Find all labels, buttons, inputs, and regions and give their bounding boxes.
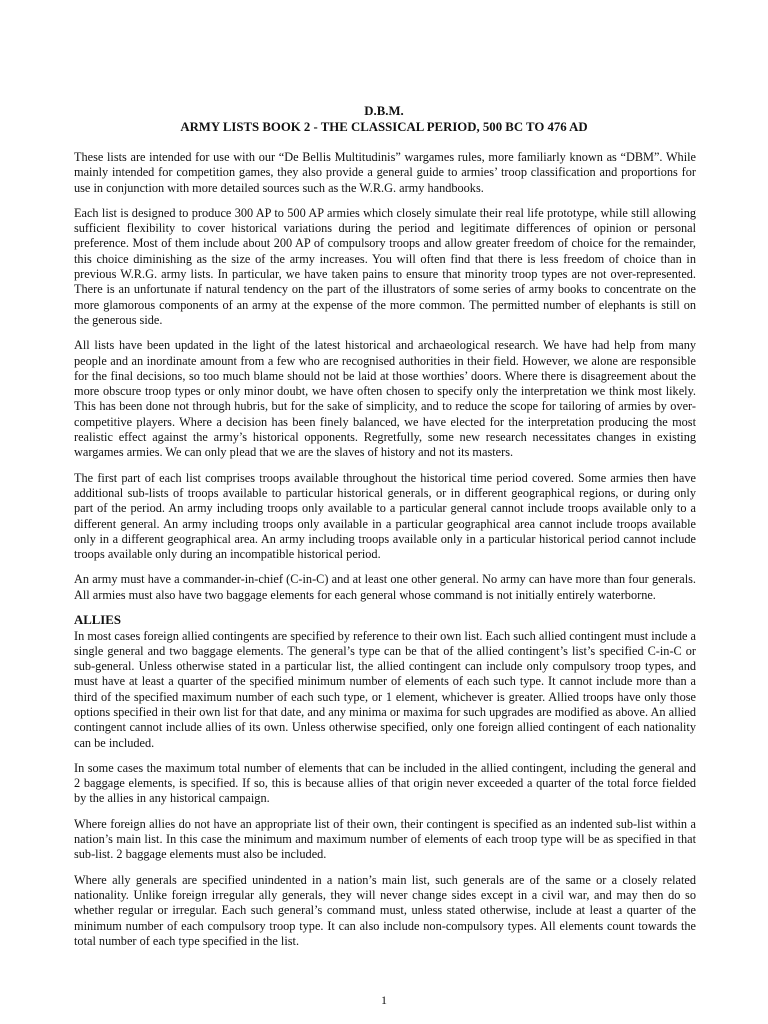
- page-number: 1: [381, 993, 387, 1007]
- title-block: [0, 103, 768, 135]
- allies-paragraph: Where foreign allies do not have an appropriate list of their own, their contingent is specified as an indented sub-list within a nation’s main list. In this case the minimum and maximum number of elements of each troop type will be as specified in that sub-list. 2 baggage elements must also be included.: [74, 816, 696, 862]
- research-paragraph: All lists have been updated in the light of the latest historical and archaeological research. We have had help from many people and an inordinate amount from a few who are recognised authorities in their field. However, we alone are responsible for the final decisions, so too much blame should not be laid at those worthies’ doors. Where there is disagreement about the more obscure troop types or only minor doubt, we have often chosen to specify only the interpretation we think most likely. This has been done not through hubris, but for the sake of simplicity, and to reduce the scope for tailoring of armies by over-competitive players. Where a decision has been finely balanced, we have elected for the interpretation producing the most realistic effect against the army’s historical opponents. Regretfully, some new research necessitates changes in existing wargames armies. We can only plead that we are the slaves of history and not its masters.: [74, 338, 696, 460]
- allies-paragraph: Where ally generals are specified unindented in a nation’s main list, such generals are of the same or a closely related nationality. Unlike foreign irregular ally generals, they will never change sides except in a civil war, and may then do so whether regular or irregular. Each such general’s command must, unless stated otherwise, include at least a quarter of the minimum number of each compulsory troop type. It can also include non-compulsory types. All elements count towards the total number of each type specified in the list.: [74, 872, 696, 948]
- allies-paragraph: In some cases the maximum total number of elements that can be included in the allied contingent, including the general and 2 baggage elements, is specified. If so, this is because allies of that origin never exceeded a quarter of the total force fielded by the allies in any historical campaign.: [74, 760, 696, 806]
- allies-heading: ALLIES: [74, 613, 121, 628]
- document-subtitle: ARMY LISTS BOOK 2 - THE CLASSICAL PERIOD, 500 BC TO 476 AD: [180, 120, 588, 134]
- document-body: [74, 150, 696, 959]
- document-title: D.B.M.: [364, 104, 404, 118]
- allies-paragraph: In most cases foreign allied contingents are specified by reference to their own list. Each such allied contingent must include a single general and two baggage elements. The general’s type can be that of the allied contingent’s list’s specified C-in-C or sub-general. Unless otherwise stated in a particular list, the allied contingent can include only compulsory troop types, and must have at least a quarter of the specified minimum number of elements of each such type. It cannot include more than a third of the specified maximum number of each such type, or 1 element, whichever is greater. Allied troops have only those options specified in their own list for that date, and any minima or maxima for such upgrades are modified as above. An allied contingent cannot include allies of its own. Unless otherwise specified, only one foreign allied contingent of each nationality can be included.: [74, 628, 696, 750]
- generals-paragraph: An army must have a commander-in-chief (C-in-C) and at least one other general. No army can have more than four generals. All armies must also have two baggage elements for each general whose command is not initially entirely waterborne.: [74, 572, 696, 602]
- intro-paragraph: These lists are intended for use with our “De Bellis Multitudinis” wargames rules, more familiarly known as “DBM”. While mainly intended for competition games, they also provide a general guide to armies’ troop classification and proportions for use in conjunction with more detailed sources such as the W.R.G. army handbooks.: [74, 150, 696, 195]
- sub-lists-paragraph: The first part of each list comprises troops available throughout the historical time period covered. Some armies then have additional sub-lists of troops available to particular historical generals, or in different geographical regions, or during only part of the period. An army including troops only available to a particular general cannot include troops available only to a different general. An army including troops only available in a particular geographical area cannot include troops available only in a different geographical area. An army including troops available only in a particular historical period cannot include troops available only during an incompatible historical period.: [74, 470, 696, 562]
- list-design-paragraph: Each list is designed to produce 300 AP to 500 AP armies which closely simulate their real life prototype, while still allowing sufficient flexibility to cover historical variations during the period and legitimate differences of opinion or personal preference. Most of them include about 200 AP of compulsory troops and allow greater freedom of choice for the remainder, this choice diminishing as the size of the army increases. You will often find that there is less freedom of choice than in previous W.R.G. army lists. In particular, we have taken pains to ensure that minority troop types are not over-represented. There is an unfortunate if natural tendency on the part of the illustrators of some series of army books to concentrate on the more glamorous components of an army at the expense of the more common. The permitted number of elephants is still on the generous side.: [74, 205, 696, 327]
